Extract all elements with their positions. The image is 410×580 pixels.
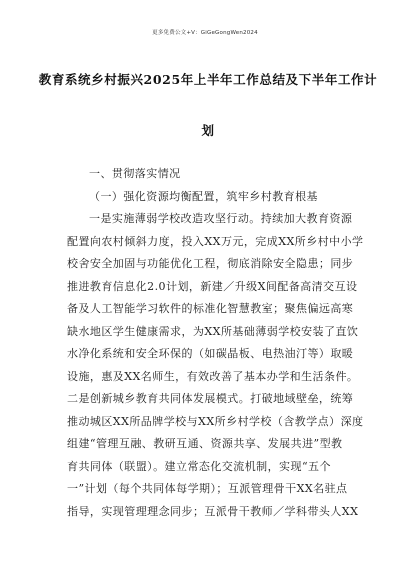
header-note: 更多免费公文+V：GiGeGongWen2024 — [152, 30, 258, 36]
paragraph-line: 水净化系统和安全环保的（如碳晶板、电热油汀等）取暖 — [67, 347, 354, 360]
paragraph-line: 备及人工智能学习软件的标准化智慧教室；聚焦偏远高寒 — [67, 302, 354, 315]
paragraph-line: 配置向农村倾斜力度，投入XX万元，完成XX所乡村中小学 — [67, 234, 363, 248]
paragraph-line: 组建“管理互融、教研互通、资源共享、发展共进”型教 — [67, 437, 343, 450]
paragraph-line: 育共同体（联盟）。建立常态化交流机制，实现“五个 — [67, 459, 331, 473]
paragraph-line: 缺水地区学生健康需求，为XX所基础薄弱学校安装了直饮 — [67, 324, 359, 338]
paragraph-line: 指导，实现管理理念同步；互派骨干教师／学科带头人XX — [67, 504, 359, 518]
document-body — [67, 163, 363, 523]
section-heading: 一、贯彻落实情况 — [89, 167, 181, 180]
paragraph-line: 一”计划（每个共同体每学期）；互派管理骨干XX名驻点 — [67, 482, 348, 495]
paragraph-line: 推进教育信息化2.0计划，新建／升级X间配备高清交互设 — [67, 279, 358, 293]
paragraph-line: 设施，惠及XX名师生，有效改善了基本办学和生活条件。 — [67, 369, 359, 383]
paragraph-line: 二是创新城乡教育共同体发展模式。打破地域壁垒，统筹 — [67, 392, 354, 405]
paragraph-line: 一是实施薄弱学校改造攻坚行动。持续加大教育资源 — [89, 212, 353, 225]
subsection-heading: （一）强化资源均衡配置，筑牢乡村教育根基 — [89, 189, 318, 203]
paragraph-line: 校舍安全加固与功能优化工程，彻底消除安全隐患；同步 — [67, 257, 354, 270]
paragraph-line: 推动城区XX所品牌学校与XX所乡村学校（含教学点）深度 — [67, 414, 363, 428]
document-title-line-1: 教育系统乡村振兴2025年上半年工作总结及下半年工作计 — [38, 72, 378, 87]
document-title-line-2: 划 — [201, 123, 215, 138]
